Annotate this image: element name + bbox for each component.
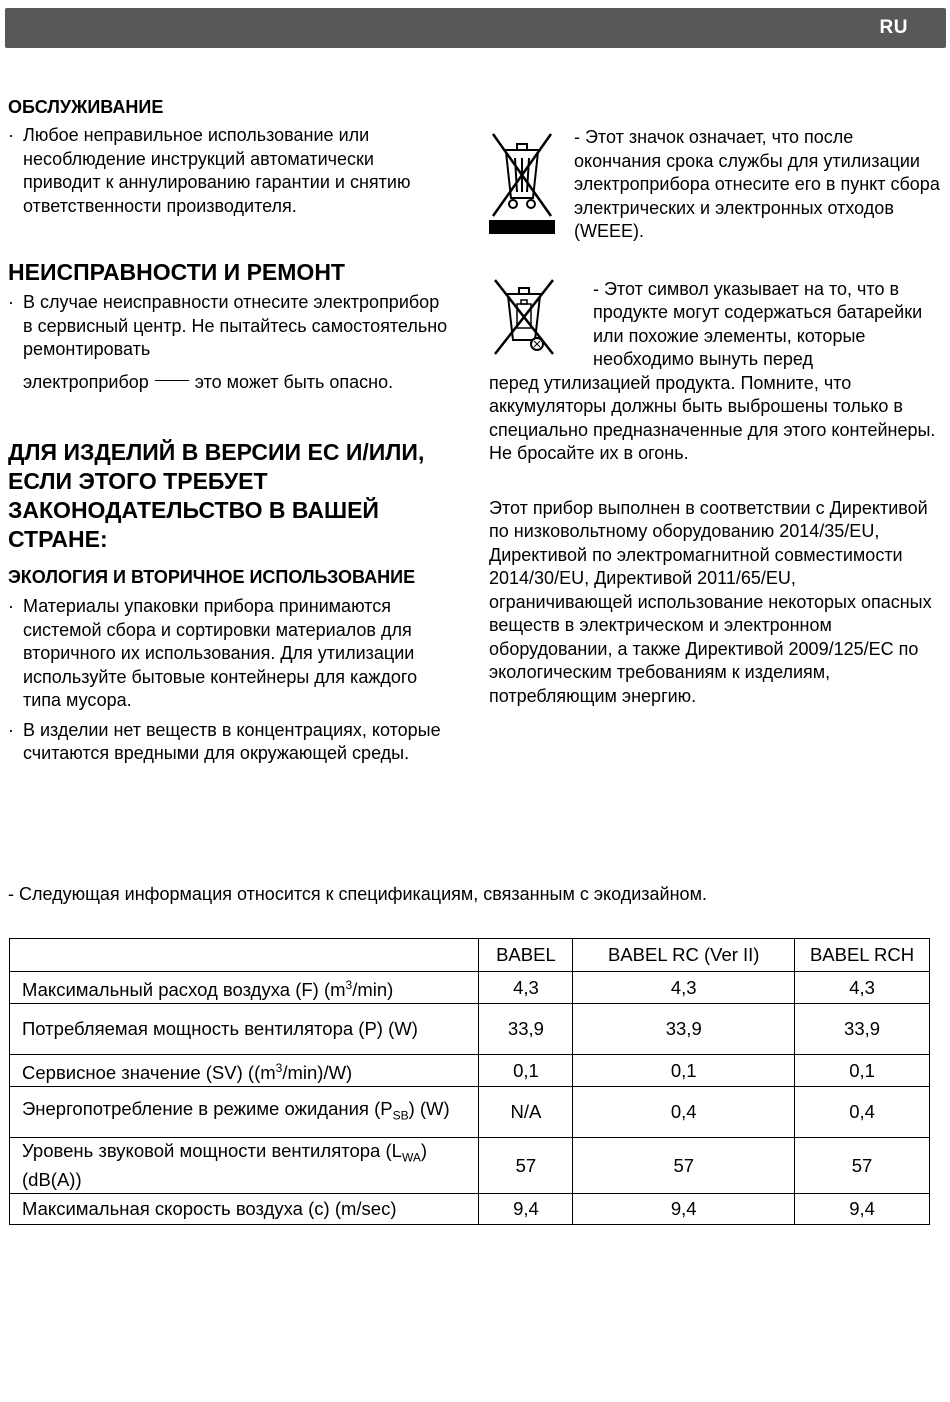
ecodesign-spec-table: [9, 938, 930, 1225]
table-cell: 9,4: [479, 1194, 573, 1225]
repair-bullet: [8, 291, 453, 394]
row-label: Потребляемая мощность вентилятора (P) (W): [10, 1004, 479, 1055]
battery-block: [489, 278, 944, 466]
weee-text: - Этот значок означает, что после окончания срока службы для утилизации электроприбора отнесите его в пункт сбора электрических и электронных отходов (WEEE).: [574, 127, 940, 241]
language-label: RU: [879, 17, 908, 38]
row-label: [10, 1138, 479, 1194]
table-row: [10, 1138, 930, 1194]
table-cell: 33,9: [573, 1004, 795, 1055]
table-cell: 33,9: [479, 1004, 573, 1055]
table-cell: 33,9: [795, 1004, 930, 1055]
table-cell: 0,4: [795, 1087, 930, 1138]
table-row: [10, 1194, 930, 1225]
column-header: BABEL: [479, 939, 573, 972]
ecodesign-footnote: - Следующая информация относится к спецификациям, связанным с экодизайном.: [8, 884, 707, 904]
header-bar: [5, 8, 946, 48]
table-cell: 57: [795, 1138, 930, 1194]
row-label-text: ) (dB(A)): [22, 1140, 427, 1190]
row-label: [10, 972, 479, 1004]
ecology-bullet-1: [8, 595, 453, 713]
left-column: [8, 96, 453, 766]
row-label-sub: WA: [401, 1151, 421, 1165]
row-label-text: Сервисное значение (SV) ((m: [22, 1062, 276, 1084]
column-header: BABEL RCH: [795, 939, 930, 972]
table-cell: 0,1: [795, 1055, 930, 1087]
row-label-sup: 3: [345, 978, 353, 992]
table-row: [10, 1055, 930, 1087]
table-cell: 57: [573, 1138, 795, 1194]
row-label-text: Уровень звуковой мощности вентилятора (L: [22, 1140, 402, 1162]
table-row: [10, 1087, 930, 1138]
ec-title: ДЛЯ ИЗДЕЛИЙ В ВЕРСИИ ЕС И/ИЛИ, ЕСЛИ ЭТОГО ТРЕБУЕТ ЗАКОНОДАТЕЛЬСТВО В ВАШЕЙ СТРАНЕ:: [8, 439, 425, 552]
table-cell: 57: [479, 1138, 573, 1194]
row-label-sub: SB: [392, 1108, 409, 1123]
bullet-dot: ·: [8, 125, 14, 145]
maintenance-title: ОБСЛУЖИВАНИЕ: [8, 97, 164, 117]
row-label-text: /min): [352, 979, 394, 1001]
right-column: [489, 126, 944, 708]
table-cell: 4,3: [573, 972, 795, 1004]
bullet-dot: ·: [8, 292, 14, 312]
repair-text-after-dash: это может быть опасно.: [194, 371, 394, 392]
weee-block: [489, 126, 944, 244]
column-header: BABEL RC (Ver II): [573, 939, 795, 972]
row-label: Максимальная скорость воздуха (c) (m/sec): [10, 1194, 479, 1225]
ecology-text-1: Материалы упаковки прибора принимаются системой сбора и сортировки материалов для вторичного их использования. Для утилизации используйте бытовые контейнеры для каждого типа мусора.: [23, 596, 418, 710]
row-label-text: ) (W): [408, 1097, 450, 1119]
table-cell: 0,1: [573, 1055, 795, 1087]
battery-text-part2: перед утилизацией продукта. Помните, что аккумуляторы должны быть выброшены только в специально предназначенные для этого контейнеры. Не бросайте их в огонь.: [489, 372, 936, 463]
maintenance-text: Любое неправильное использование или несоблюдение инструкций автоматически приводит к аннулированию гарантии и снятию ответственности производителя.: [23, 125, 411, 216]
table-header-empty: [10, 939, 479, 972]
ecology-bullet-2: [8, 719, 453, 766]
table-cell: 0,1: [479, 1055, 573, 1087]
compliance-text: Этот прибор выполнен в соответствии с Директивой по низковольтному оборудованию 2014/35/EU, Директивой по электромагнитной совместимости 2014/30/EU, Директивой 2011/65/EU, ограничивающей использование некоторых опасных веществ в электрическом и электронном оборудовании, а также Директивой 2009/125/EC по экологическим требованиям к изделиям, потребляющим энергию.: [489, 497, 932, 706]
repair-title: НЕИСПРАВНОСТИ И РЕМОНТ: [8, 259, 345, 285]
table-header-row: [10, 939, 930, 972]
table-cell: 9,4: [573, 1194, 795, 1225]
crossed-bin-battery-icon: [491, 278, 557, 358]
table-cell: 4,3: [479, 972, 573, 1004]
table-cell: 9,4: [795, 1194, 930, 1225]
row-label: [10, 1087, 479, 1138]
table-row: [10, 972, 930, 1004]
row-label-text: Максимальный расход воздуха (F) (m: [22, 979, 346, 1001]
table-cell: 0,4: [573, 1087, 795, 1138]
battery-text-part1: - Этот символ указывает на то, что в продукте могут содержаться батарейки или похожие элементы, которые необходимо вынуть перед: [593, 278, 923, 369]
bullet-dot: ·: [8, 719, 14, 740]
dash-line: [155, 380, 189, 381]
ecology-text-2: В изделии нет веществ в концентрациях, которые считаются вредными для окружающей среды.: [23, 719, 441, 763]
row-label-sup: 3: [275, 1061, 283, 1076]
row-label-text: /min)/W): [282, 1062, 353, 1084]
maintenance-bullet: [8, 124, 453, 218]
crossed-bin-weee-icon: [489, 126, 555, 236]
ecology-subtitle: ЭКОЛОГИЯ И ВТОРИЧНОЕ ИСПОЛЬЗОВАНИЕ: [8, 567, 416, 587]
table-row: [10, 1004, 930, 1055]
row-label: [10, 1055, 479, 1087]
table-cell: 4,3: [795, 972, 930, 1004]
row-label-text: Энергопотребление в режиме ожидания (P: [22, 1097, 393, 1119]
repair-text: В случае неисправности отнесите электроприбор в сервисный центр. Не пытайтесь самостоятельно ремонтировать: [23, 292, 448, 359]
bullet-dot: ·: [8, 596, 14, 616]
table-cell: N/A: [479, 1087, 573, 1138]
repair-text-before-dash: электроприбор: [23, 371, 149, 392]
